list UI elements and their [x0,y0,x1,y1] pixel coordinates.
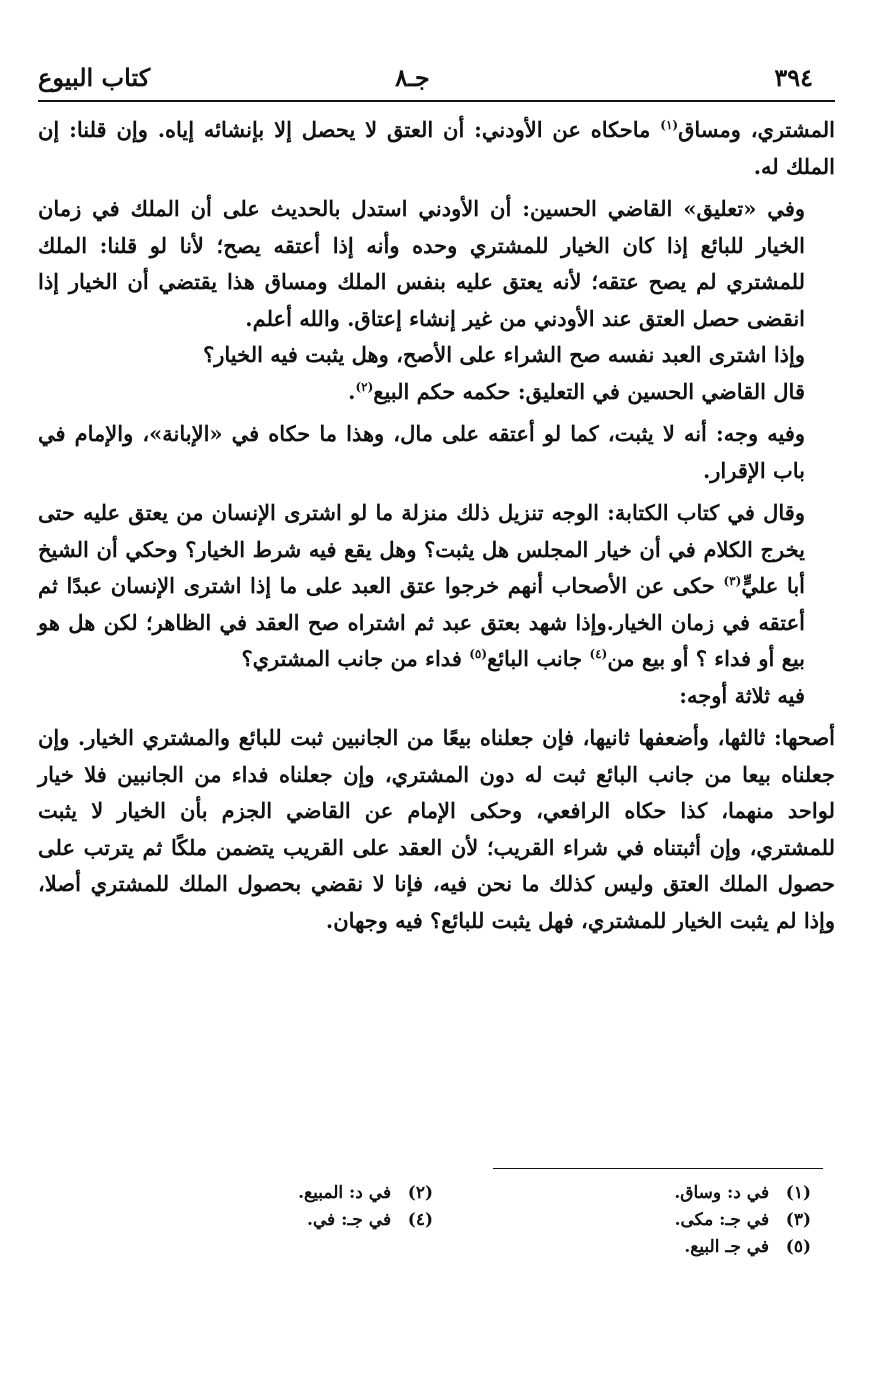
footnote-ref-4: (٤) [589,647,608,661]
footnote-ref-2: (٢) [355,379,374,394]
footnote-ref-5: (٥) [469,647,488,661]
paragraph-2: وفي «تعليق» القاضي الحسين: أن الأودني استدل بالحديث على أن الملك في زمان الخيار للبائع إذا كان الخيار للمشتري وحده وأنه إذا أعتقه يصح؛ لأنا لو قلنا: الملك للمشتري لم يصح عتقه؛ لأنه يعتق عليه بنفس الملك ومساق هذا يقتضي أن الخيار إذا انقضى حصل العتق عند الأودني من غير إنشاء إعتاق. والله أعلم. [38,196,805,331]
running-title: كتاب البيوع [38,63,151,92]
footnotes-column-left [153,1180,433,1234]
footnotes-column-right [511,1180,811,1261]
paragraph-8: أصحها: ثالثها، وأضعفها ثانيها، فإن جعلناه بيعًا من الجانبين ثبت للبائع والمشتري الخيار. وإن جعلناه بيعا من جانب البائع ثبت له دون المشتري، وإن جعلناه فداء من الجانبين فلا خيار لواحد منهما، كذا حكاه الرافعي، وحكى الإمام عن القاضي الجزم بأن الخيار لا يثبت للمشتري، وإن أثبتناه في شراء القريب؛ لأن العقد على القريب يتضمن ملكًا ثم يترتب على حصول الملك العتق وليس كذلك ما نحن فيه، فإنا لا نقضي بحصول الملك للمشتري أصلا، وإذا لم يثبت الخيار للمشتري، فهل يثبت للبائع؟ فيه وجهان. [38,725,835,933]
page-number: ٣٩٤ [774,63,813,92]
paragraph-6: وقال في كتاب الكتابة: الوجه تنزيل ذلك منزلة ما لو اشترى الإنسان من يعتق عليه حتى يخرج الكلام في أن خيار المجلس هل يثبت؟ وهل يقع فيه شرط الخيار؟ وحكي أن الشيخ أبا عليٍّ$^{(٣)}$ حكى عن الأصحاب أنهم خرجوا عتق العبد على ما إذا اشترى الإنسان عبدًا ثم أعتقه في زمان الخيار.وإذا شهد بعتق عبد ثم اشتراه صح العقد في الظاهر؛ لكن هل هو بيع أو فداء ؟ أو بيع من$^{(٤)}$ جانب البائع$^{(٥)}$ فداء من جانب المشتري؟ [38,500,805,671]
paragraph-1: المشتري، ومساق$^{(١)}$ ماحكاه عن الأودني: أن العتق لا يحصل إلا بإنشائه إياه. وإن قلنا: إن الملك له. [38,117,835,179]
footnote-4: (٤) في جـ: في. [306,1210,433,1230]
footnote-5: (٥) في جـ البيع. [684,1237,811,1257]
footnote-3: (٣) في جـ: مكى. [674,1210,811,1230]
main-text [38,112,835,939]
footnote-rule [493,1168,823,1169]
footnote-1: (١) في د: وساق. [674,1183,811,1203]
paragraph-4: قال القاضي الحسين في التعليق: حكمه حكم البيع$^{(٢)}$. [348,378,805,404]
footnote-ref-1: (١) [660,118,679,132]
header-rule [38,100,835,102]
paragraph-5: وفيه وجه: أنه لا يثبت، كما لو أعتقه على مال، وهذا ما حكاه في «الإبانة»، والإمام في باب الإقرار. [38,421,805,483]
footnote-ref-3: (٣) [723,574,742,588]
volume-label: جـ٨ [395,63,430,92]
paragraph-7: فيه ثلاثة أوجه: [679,682,805,708]
footnote-2: (٢) في د: المبيع. [298,1183,433,1203]
paragraph-3: وإذا اشترى العبد نفسه صح الشراء على الأصح، وهل يثبت فيه الخيار؟ [203,342,805,367]
